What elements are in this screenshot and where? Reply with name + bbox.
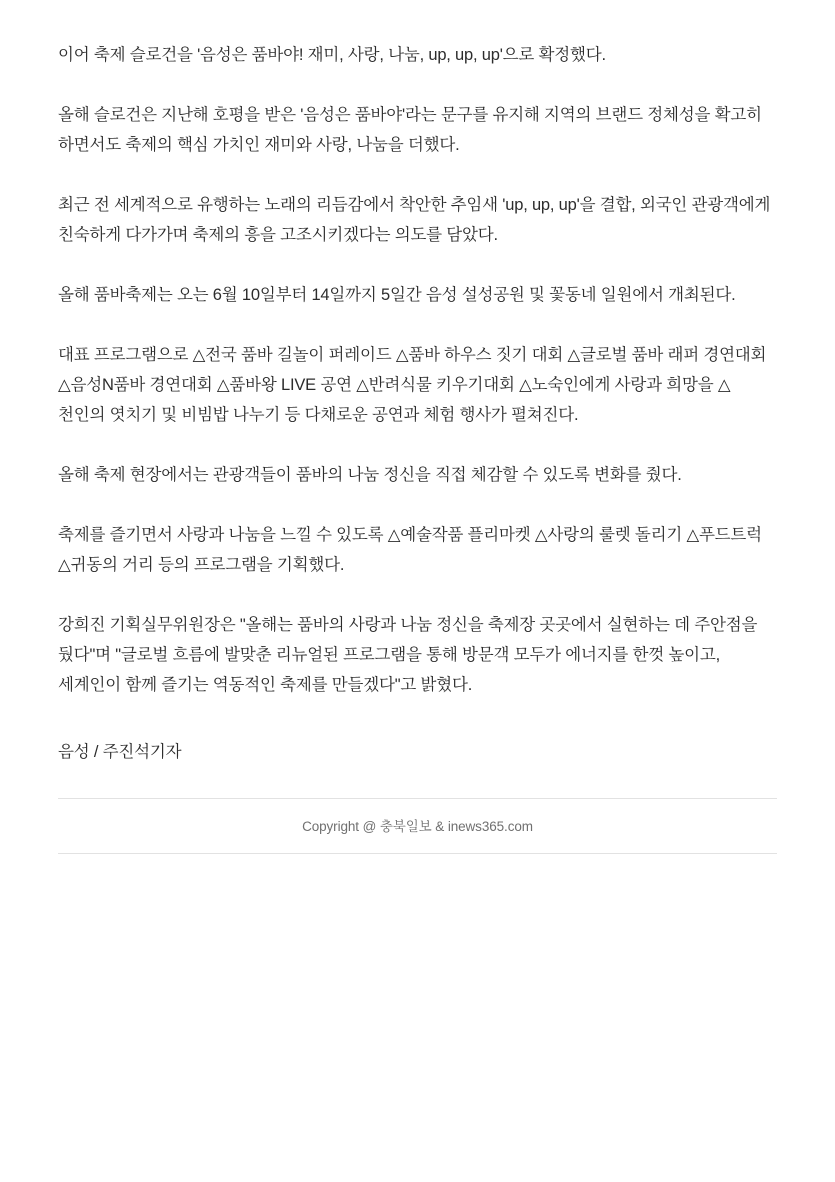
copyright-notice: Copyright @ 충북일보 & inews365.com bbox=[302, 818, 533, 834]
article-paragraph: 대표 프로그램으로 △전국 품바 길놀이 퍼레이드 △품바 하우스 짓기 대회 △글로벌 품바 래퍼 경연대회 △음성N품바 경연대회 △품바왕 LIVE 공연 △반려식물 키우기대회 △노숙인에게 사랑과 희망을 △천인의 엿치기 및 비빔밥 나누기 등 다채로운 공연과 체험 행사가 펼쳐진다. bbox=[58, 346, 767, 425]
article-paragraph: 축제를 즐기면서 사랑과 나눔을 느낄 수 있도록 △예술작품 플리마켓 △사랑의 룰렛 돌리기 △푸드트럭 △귀동의 거리 등의 프로그램을 기획했다. bbox=[58, 526, 762, 575]
article-paragraph: 올해 축제 현장에서는 관광객들이 품바의 나눔 정신을 직접 체감할 수 있도록 변화를 줬다. bbox=[58, 466, 682, 485]
article-paragraph: 올해 슬로건은 지난해 호평을 받은 '음성은 품바야'라는 문구를 유지해 지역의 브랜드 정체성을 확고히 하면서도 축제의 핵심 가치인 재미와 사랑, 나눔을 더했다. bbox=[58, 106, 762, 155]
article-byline: 음성 / 주진석기자 bbox=[58, 743, 182, 762]
article-paragraph: 최근 전 세계적으로 유행하는 노래의 리듬감에서 착안한 추임새 'up, up, up'을 결합, 외국인 관광객에게 친숙하게 다가가며 축제의 흥을 고조시키겠다는 의도를 담았다. bbox=[58, 196, 771, 245]
article-paragraph: 이어 축제 슬로건을 '음성은 품바야! 재미, 사랑, 나눔, up, up, up'으로 확정했다. bbox=[58, 46, 606, 64]
article-body bbox=[58, 40, 777, 700]
article-paragraph: 강희진 기획실무위원장은 "올해는 품바의 사랑과 나눔 정신을 축제장 곳곳에서 실현하는 데 주안점을 뒀다"며 "글로벌 흐름에 발맞춘 리뉴얼된 프로그램을 통해 방문객 모두가 에너지를 한껏 높이고, 세계인이 함께 즐기는 역동적인 축제를 만들겠다"고 밝혔다. bbox=[58, 616, 758, 695]
article-paragraph: 올해 품바축제는 오는 6월 10일부터 14일까지 5일간 음성 설성공원 및 꽃동네 일원에서 개최된다. bbox=[58, 286, 736, 305]
page-bottom-space bbox=[58, 854, 777, 1154]
